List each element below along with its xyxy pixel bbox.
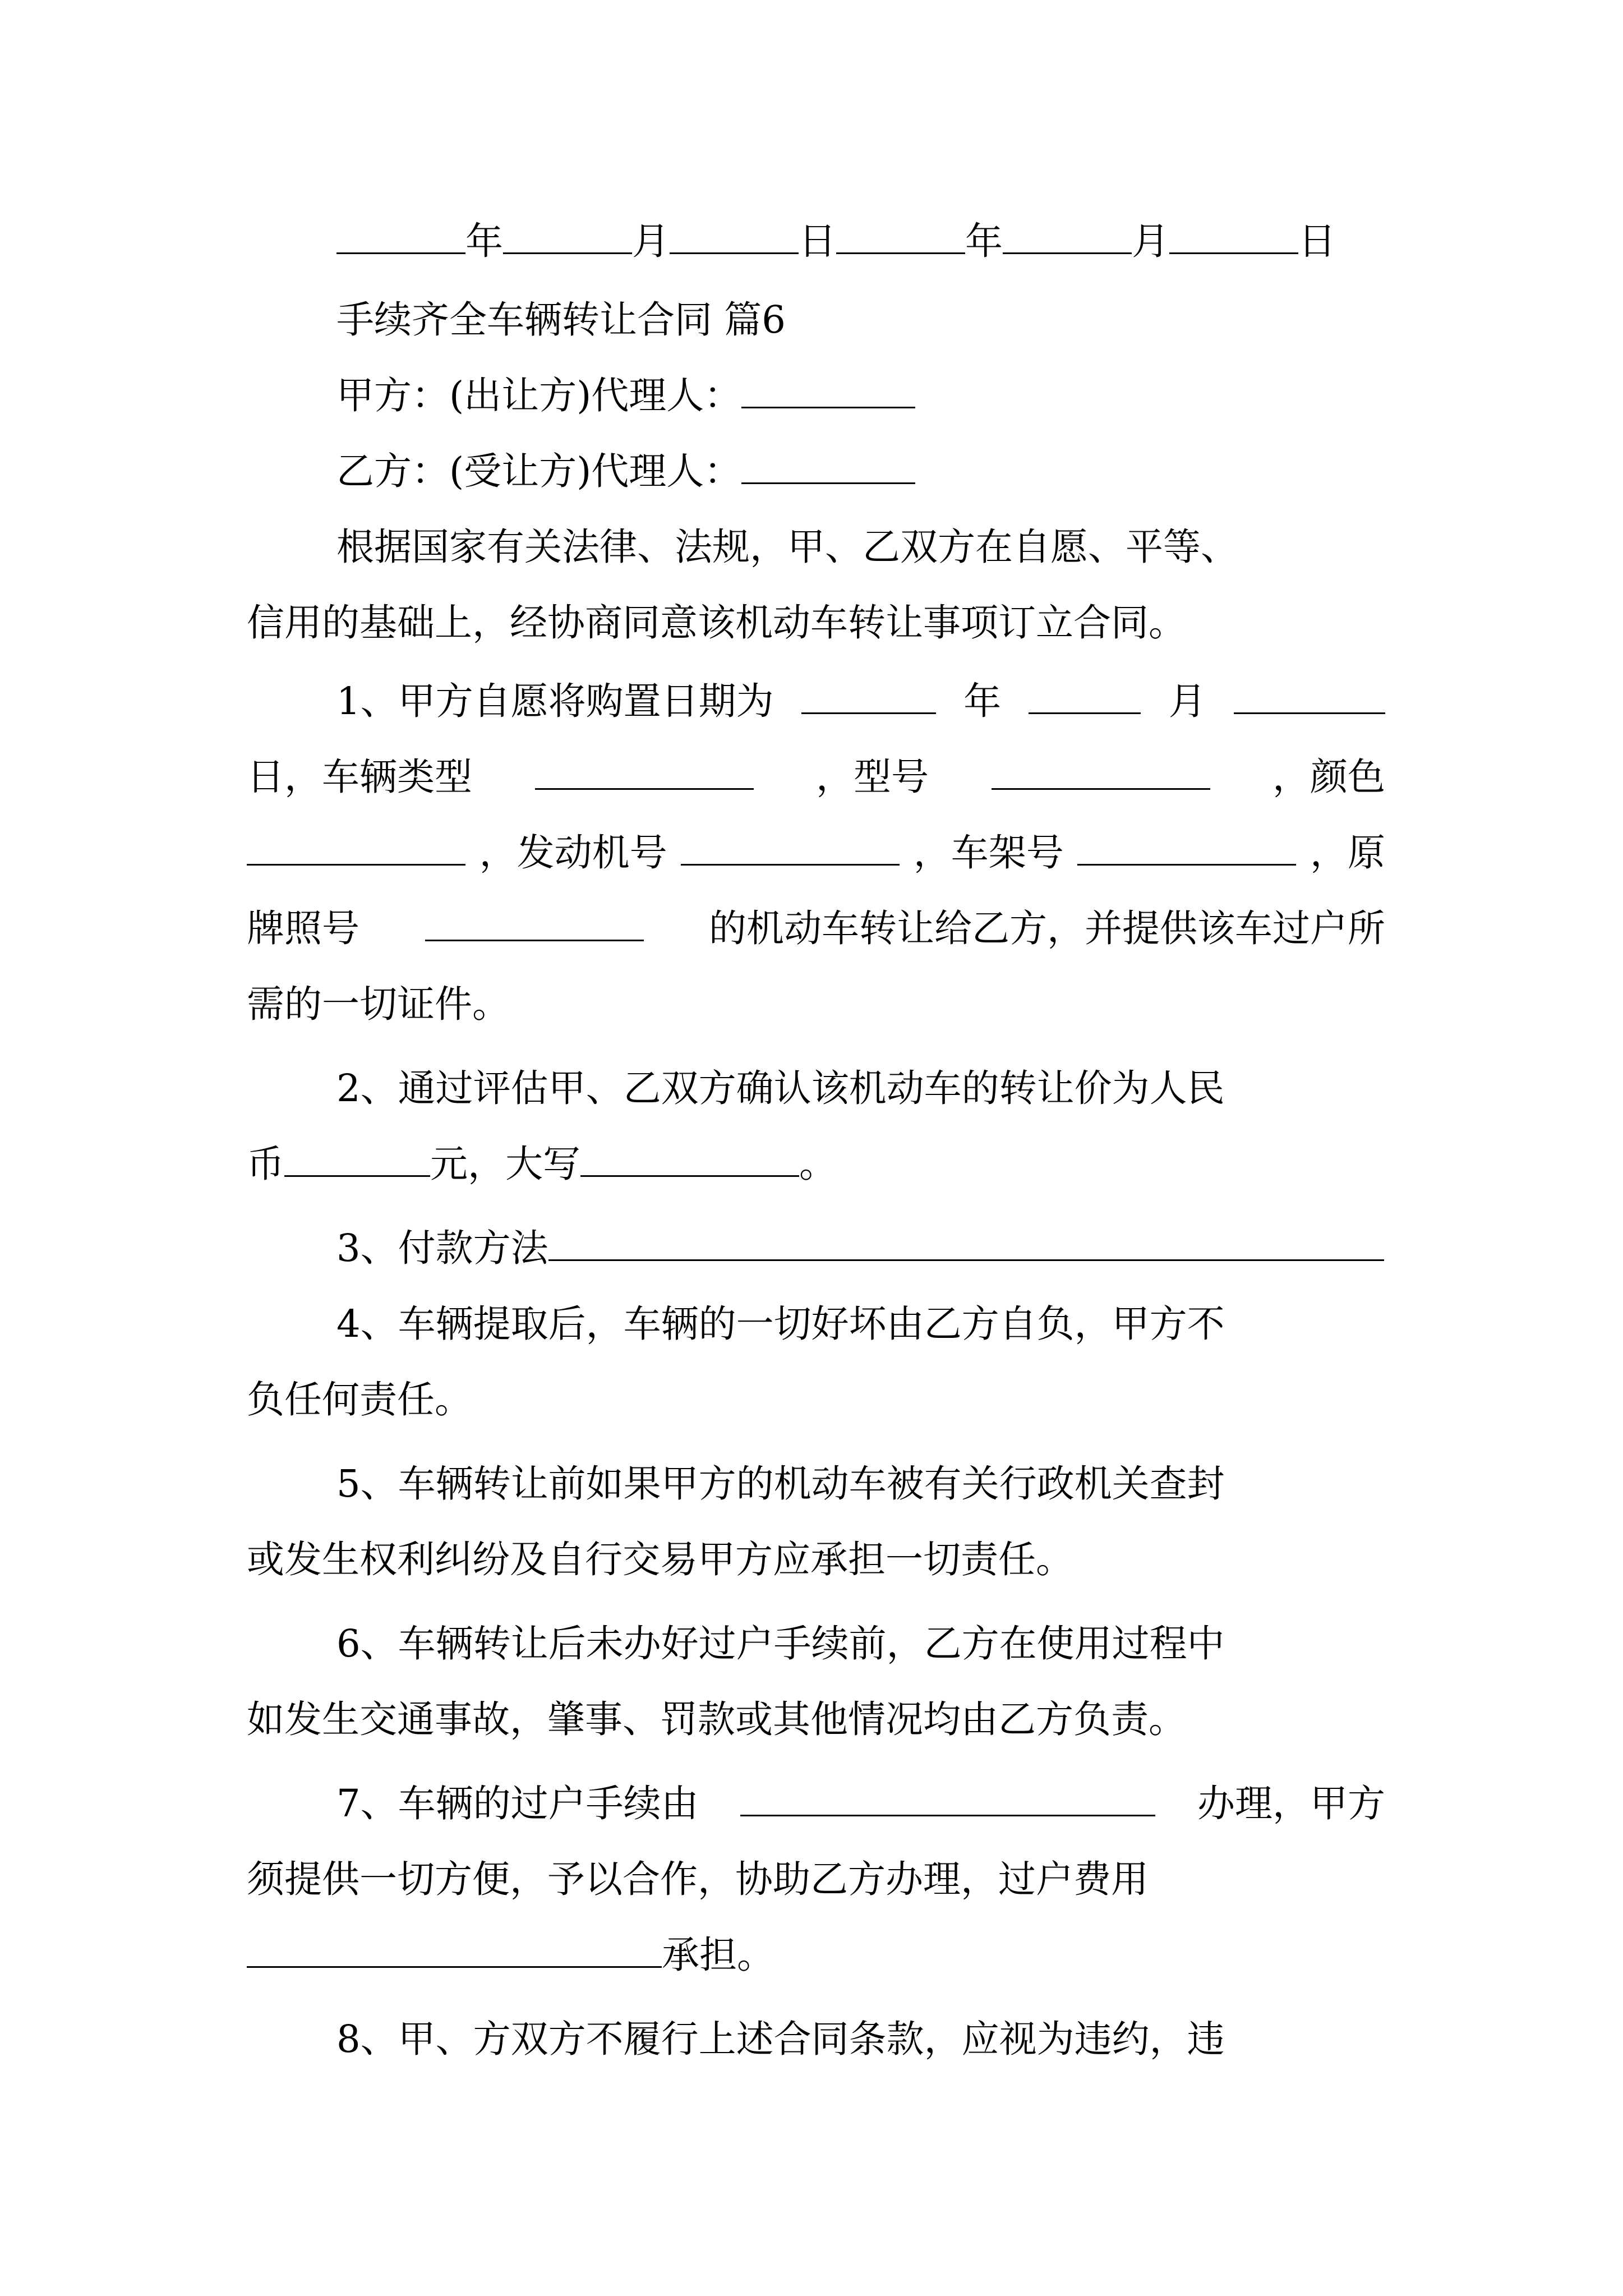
blank-field: [1003, 219, 1132, 254]
intro-line: 信用的基础上，经协商同意该机动车转让事项订立合同。: [247, 601, 1186, 645]
blank-field: [284, 1142, 430, 1177]
clause-1-line: 日，车辆类型 ，型号 ，颜色: [247, 755, 1385, 799]
blank-field: [740, 1781, 1155, 1816]
clause-4-line: 4、车辆提取后，车辆的一切好坏由乙方自负，甲方不: [336, 1302, 1225, 1346]
blank-field: [247, 830, 465, 866]
blank-field: [741, 373, 915, 408]
party-b-line: 乙方：(受让方)代理人：: [336, 443, 915, 499]
blank-field: [801, 679, 936, 714]
blank-field: [1169, 219, 1298, 254]
clause-8-line: 8、甲、方双方不履行上述合同条款，应视为违约，违: [336, 2017, 1225, 2061]
clause-2-line: 币 元，大写 。: [247, 1142, 837, 1186]
blank-field: [336, 219, 465, 254]
party-a-line: 甲方：(出让方)代理人：: [336, 367, 915, 424]
blank-field: [670, 219, 799, 254]
clause-6-line: 6、车辆转让后未办好过户手续前，乙方在使用过程中: [336, 1622, 1225, 1665]
clause-4-line: 负任何责任。: [247, 1378, 472, 1421]
blank-field: [580, 1142, 799, 1177]
blank-field: [836, 219, 965, 254]
clause-7-line: 7、车辆的过户手续由 办理，甲方: [336, 1782, 1385, 1825]
blank-field: [741, 449, 915, 484]
clause-2-line: 2、通过评估甲、乙双方确认该机动车的转让价为人民: [336, 1066, 1225, 1110]
blank-field: [425, 906, 644, 941]
blank-field: [1077, 830, 1296, 866]
clause-1-line: ，发动机号 ，车架号 ，原: [247, 825, 1385, 881]
clause-5-line: 或发生权利纠纷及自行交易甲方应承担一切责任。: [247, 1538, 1073, 1581]
blank-field: [1234, 679, 1385, 714]
clause-7-line: 须提供一切方便，予以合作，协助乙方办理，过户费用: [247, 1857, 1149, 1901]
contract-title: 手续齐全车辆转让合同 篇6: [336, 298, 786, 342]
intro-line: 根据国家有关法律、法规，甲、乙双方在自愿、平等、: [336, 525, 1238, 569]
clause-3-line: 3、付款方法: [336, 1220, 1384, 1276]
clause-5-line: 5、车辆转让前如果甲方的机动车被有关行政机关查封: [336, 1462, 1225, 1506]
date-line: 年 月 日 年 月 日: [336, 213, 1388, 269]
blank-field: [503, 219, 632, 254]
clause-6-line: 如发生交通事故，肇事、罚款或其他情况均由乙方负责。: [247, 1697, 1186, 1741]
clause-7-line: 承担。: [247, 1927, 774, 1983]
clause-1-line: 1、甲方自愿将购置日期为 年 月: [336, 673, 1385, 729]
blank-field: [535, 754, 754, 790]
clause-1-line: 需的一切证件。: [247, 982, 510, 1026]
blank-field: [548, 1226, 1384, 1261]
blank-field: [992, 754, 1210, 790]
blank-field: [1029, 679, 1141, 714]
clause-1-line: 牌照号 的机动车转让给乙方，并提供该车过户所: [247, 907, 1385, 950]
blank-field: [247, 1932, 662, 1968]
blank-field: [681, 830, 900, 866]
